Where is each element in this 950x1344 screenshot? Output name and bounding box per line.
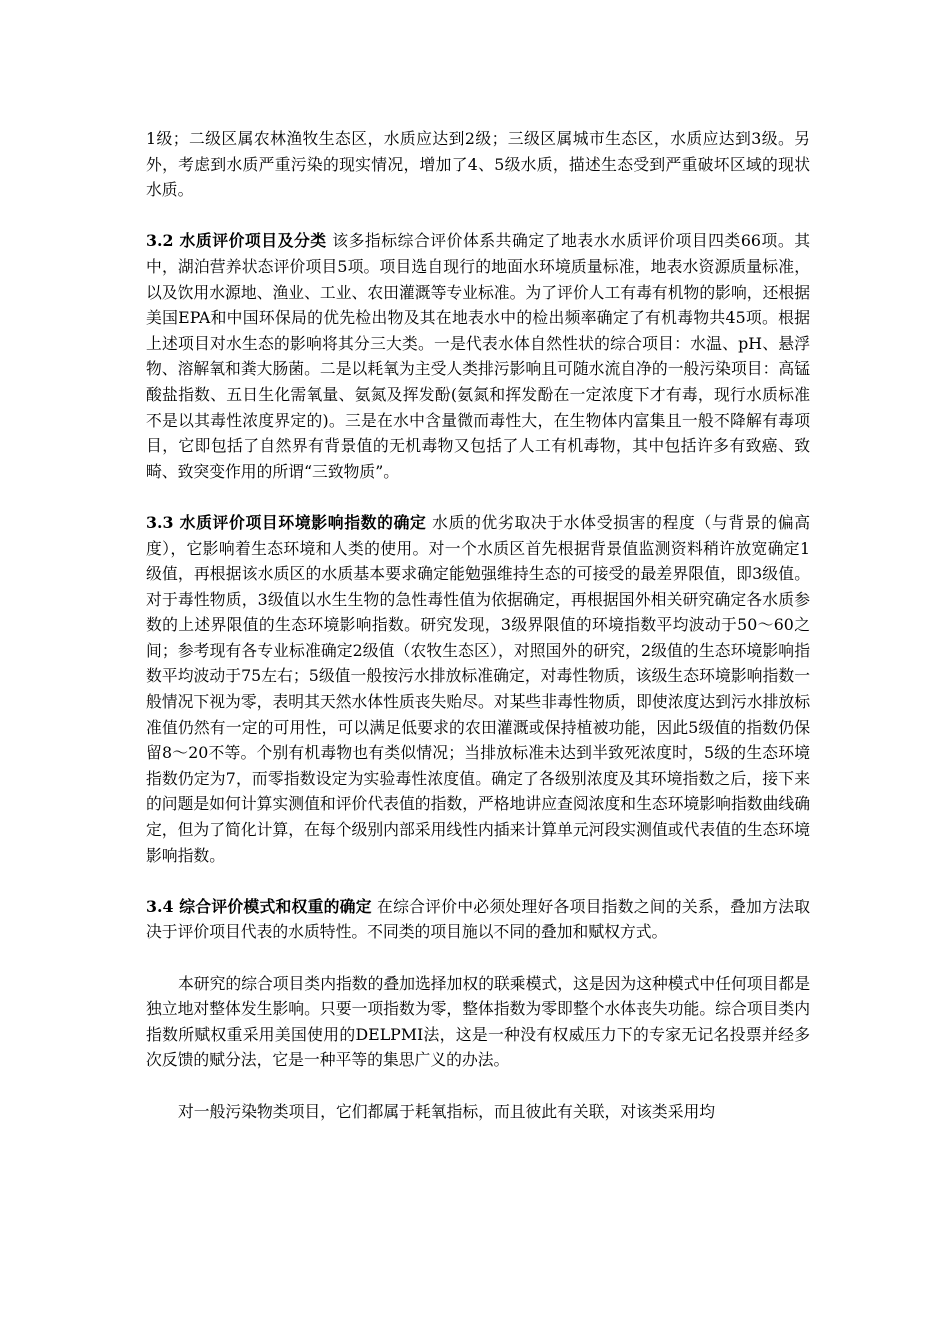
section-3-4 — [146, 894, 810, 945]
paragraph-text: 本研究的综合项目类内指数的叠加选择加权的联乘模式，这是因为这种模式中任何项目都是独立地对整体发生影响。只要一项指数为零，整体指数为零即整个水体丧失功能。综合项目类内指数所赋权重采用美国使用的DELPMI法，这是一种没有权威压力下的专家无记名投票并经多次反馈的赋分法，它是一种平等的集思广义的办法。 — [146, 973, 810, 1070]
paragraph-text: 在综合评价中必须处理好各项目指数之间的关系，叠加方法取决于评价项目代表的水质特性。不同类的项目施以不同的叠加和赋权方式。 — [146, 896, 810, 942]
paragraph-text: 1级；二级区属农林渔牧生态区，水质应达到2级；三级区属城市生态区，水质应达到3级。另外，考虑到水质严重污染的现实情况，增加了4、5级水质，描述生态受到严重破坏区域的现状水质。 — [146, 129, 810, 200]
paragraph-text: 水质的优劣取决于水体受损害的程度（与背景的偏高度），它影响着生态环境和人类的使用。对一个水质区首先根据背景值监测资料稍许放宽确定1级值，再根据该水质区的水质基本要求确定能勉强维持生态的可接受的最差界限值，即3级值。对于毒性物质，3级值以水生生物的急性毒性值为依据确定，再根据国外相关研究确定各水质参数的上述界限值的生态环境影响指数。研究发现，3级界限值的环境指数平均波动于50～60之间；参考现有各专业标准确定2级值（农牧生态区），对照国外的研究，2级值的生态环境影响指数平均波动于75左右；5级值一般按污水排放标准确定，对毒性物质，该级生态环境影响指数一般情况下视为零，表明其天然水体性质丧失贻尽。对某些非毒性物质，即使浓度达到污水排放标准值仍然有一定的可用性，可以满足低要求的农田灌溉或保持植被功能，因此5级值的指数仍保留8～20不等。个别有机毒物也有类似情况；当排放标准未达到半致死浓度时，5级的生态环境指数仍定为7，而零指数设定为实验毒性浓度值。确定了各级别浓度及其环境指数之后，接下来的问题是如何计算实测值和评价代表值的指数，严格地讲应查阅浓度和生态环境影响指数曲线确定，但为了简化计算，在每个级别内部采用线性内插来计算单元河段实测值或代表值的生态环境影响指数。 — [146, 512, 810, 865]
paragraph-general-pollutants — [146, 1099, 810, 1125]
section-heading: 3.3 水质评价项目环境影响指数的确定 — [146, 512, 427, 532]
document-page — [146, 126, 810, 1124]
paragraph-weighting-method — [146, 971, 810, 1073]
paragraph-text: 对一般污染物类项目，它们都属于耗氧指标，而且彼此有关联，对该类采用均 — [178, 1101, 716, 1121]
section-heading: 3.4 综合评价模式和权重的确定 — [146, 896, 372, 916]
section-3-3 — [146, 510, 810, 868]
section-heading: 3.2 水质评价项目及分类 — [146, 231, 327, 251]
paragraph-continuation — [146, 126, 810, 203]
paragraph-text: 该多指标综合评价体系共确定了地表水水质评价项目四类66项。其中，湖泊营养状态评价项目5项。项目选自现行的地面水环境质量标准，地表水资源质量标准，以及饮用水源地、渔业、工业、农田灌溉等专业标准。为了评价人工有毒有机物的影响，还根据美国EPA和中国环保局的优先检出物及其在地表水中的检出频率确定了有机毒物共45项。根据上述项目对水生态的影响将其分三大类。一是代表水体自然性状的综合项目：水温、pH、悬浮物、溶解氧和粪大肠菌。二是以耗氧为主受人类排污影响且可随水流自净的一般污染项目：高锰酸盐指数、五日生化需氧量、氨氮及挥发酚(氨氮和挥发酚在一定浓度下才有毒，现行水质标准不是以其毒性浓度界定的)。三是在水中含量微而毒性大，在生物体内富集且一般不降解有毒项目，它即包括了自然界有背景值的无机毒物又包括了人工有机毒物，其中包括许多有致癌、致畸、致突变作用的所谓“三致物质”。 — [146, 231, 811, 481]
section-3-2 — [146, 228, 810, 484]
